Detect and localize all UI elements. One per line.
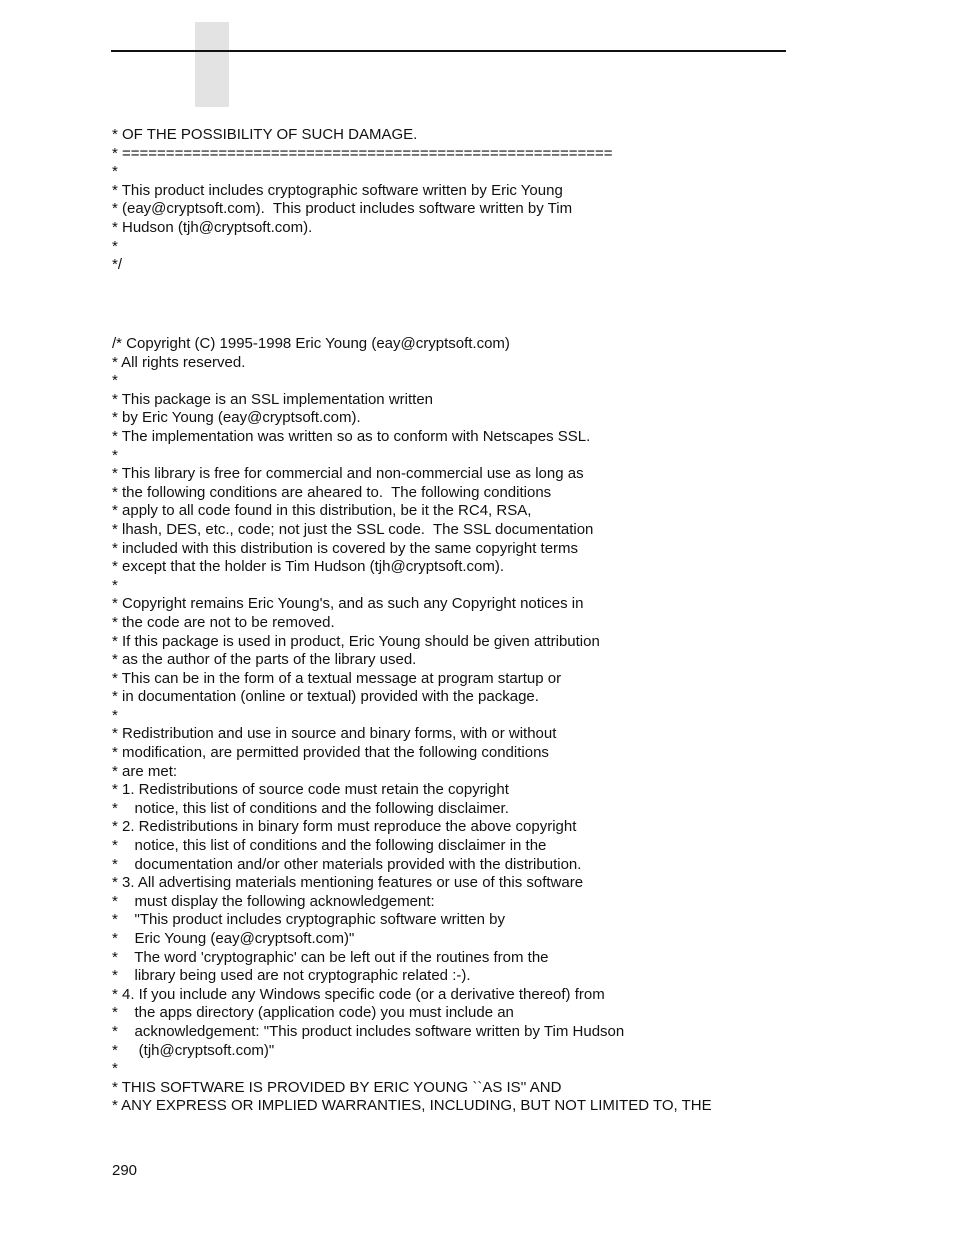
text-line: * The implementation was written so as to conform with Netscapes SSL. <box>112 427 591 445</box>
text-line: * by Eric Young (eay@cryptsoft.com). <box>112 409 361 427</box>
text-line: * ======================================================== <box>112 144 613 162</box>
header-rule <box>111 50 786 52</box>
text-line: * If this package is used in product, Eric Young should be given attribution <box>112 632 600 650</box>
text-line: * <box>112 372 118 390</box>
text-line: * the code are not to be removed. <box>112 613 335 631</box>
text-line: * OF THE POSSIBILITY OF SUCH DAMAGE. <box>112 126 418 143</box>
text-line: * modification, are permitted provided that the following conditions <box>112 744 549 762</box>
text-line: * All rights reserved. <box>112 353 246 371</box>
text-line: * ANY EXPRESS OR IMPLIED WARRANTIES, INCLUDING, BUT NOT LIMITED TO, THE <box>112 1097 712 1115</box>
text-line: * "This product includes cryptographic software written by <box>112 911 505 929</box>
text-line: * Copyright remains Eric Young's, and as such any Copyright notices in <box>112 595 584 613</box>
text-line: * (tjh@cryptsoft.com)" <box>112 1041 275 1059</box>
text-line: * Redistribution and use in source and binary forms, with or without <box>112 725 557 743</box>
text-line: * except that the holder is Tim Hudson (tjh@cryptsoft.com). <box>112 558 505 576</box>
text-line: * Eric Young (eay@cryptsoft.com)" <box>112 930 355 947</box>
text-line: * library being used are not cryptographic related :-). <box>112 967 471 985</box>
text-line: * This can be in the form of a textual message at program startup or <box>112 669 562 687</box>
text-line: */ <box>112 256 123 274</box>
text-line: * are met: <box>112 762 178 780</box>
text-line: * the apps directory (application code) you must include an <box>112 1004 514 1022</box>
text-line: * <box>112 706 118 724</box>
text-line: * apply to all code found in this distribution, be it the RC4, RSA, <box>112 502 532 520</box>
text-line: * THIS SOFTWARE IS PROVIDED BY ERIC YOUNG ``AS IS'' AND <box>112 1078 562 1096</box>
text-line: * This package is an SSL implementation written <box>112 390 433 408</box>
text-line: * <box>112 163 118 181</box>
text-line: * <box>112 576 118 594</box>
text-line: * lhash, DES, etc., code; not just the SSL code. The SSL documentation <box>112 520 594 538</box>
text-line: * in documentation (online or textual) provided with the package. <box>112 688 539 706</box>
text-line: * This library is free for commercial and non-commercial use as long as <box>112 465 584 483</box>
text-line: * the following conditions are aheared to. The following conditions <box>112 483 552 501</box>
text-line: * (eay@cryptsoft.com). This product includes software written by Tim <box>112 200 573 218</box>
text-line: * 4. If you include any Windows specific code (or a derivative thereof) from <box>112 985 605 1003</box>
text-line: /* Copyright (C) 1995-1998 Eric Young (eay@cryptsoft.com) <box>112 335 510 352</box>
text-line: * included with this distribution is covered by the same copyright terms <box>112 539 579 557</box>
text-line: * <box>112 1060 118 1078</box>
text-line: * acknowledgement: "This product includes software written by Tim Hudson <box>112 1022 625 1040</box>
page-number: 290 <box>112 1162 138 1179</box>
text-line: * <box>112 237 118 255</box>
text-line: * 1. Redistributions of source code must retain the copyright <box>112 781 509 799</box>
text-line: * 3. All advertising materials mentioning features or use of this software <box>112 874 584 892</box>
text-line: * notice, this list of conditions and the following disclaimer in the <box>112 837 547 855</box>
text-line: * <box>112 446 118 464</box>
text-line: * notice, this list of conditions and the following disclaimer. <box>112 799 509 817</box>
license-text-block-continued <box>112 126 613 275</box>
text-line: * documentation and/or other materials provided with the distribution. <box>112 855 582 873</box>
text-line: * This product includes cryptographic software written by Eric Young <box>112 181 563 199</box>
license-text-block-ssleay <box>112 335 712 1116</box>
header-tab <box>195 22 229 107</box>
text-line: * The word 'cryptographic' can be left out if the routines from the <box>112 948 549 966</box>
text-line: * Hudson (tjh@cryptsoft.com). <box>112 218 313 236</box>
text-line: * as the author of the parts of the library used. <box>112 651 417 669</box>
text-line: * 2. Redistributions in binary form must reproduce the above copyright <box>112 818 577 836</box>
text-line: * must display the following acknowledgement: <box>112 892 435 910</box>
